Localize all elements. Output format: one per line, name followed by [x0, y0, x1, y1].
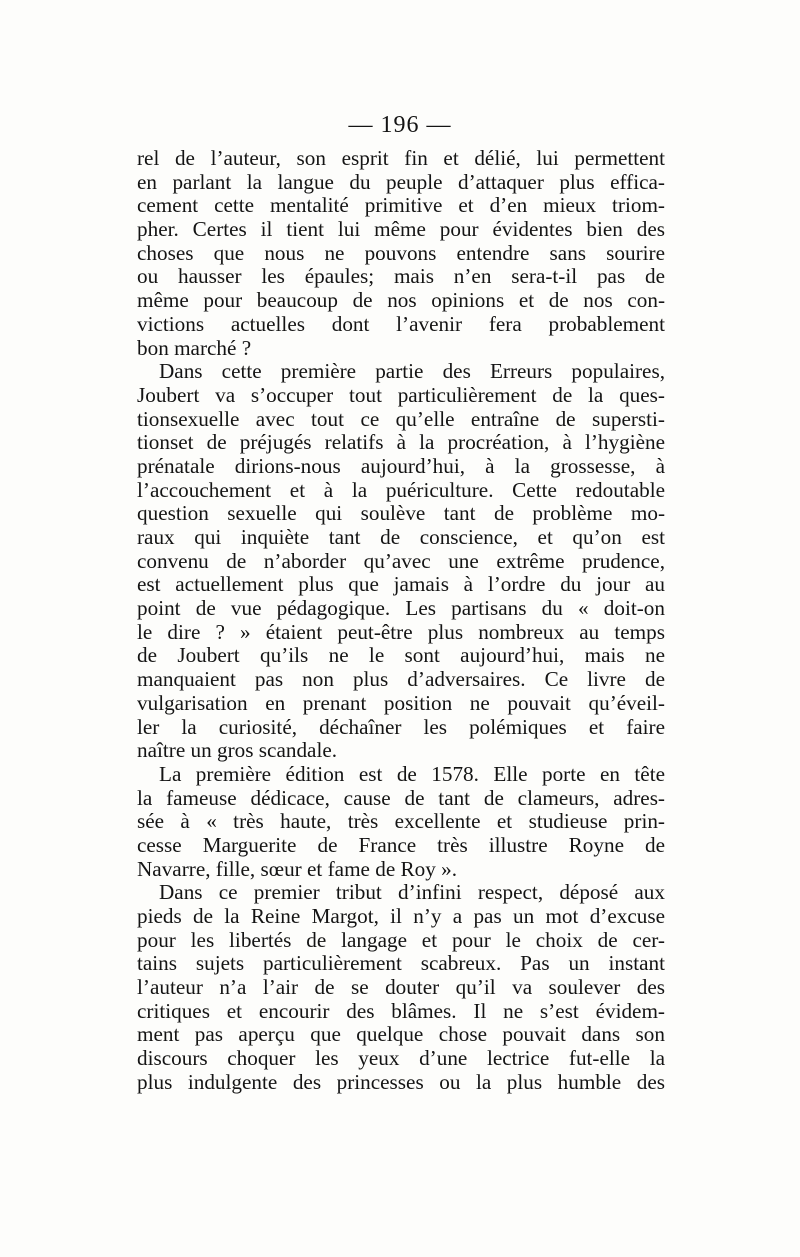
- text-line: Joubert va s’occuper tout particulièrement de la ques-: [137, 382, 665, 407]
- text-line: l’accouchement et à la puériculture. Cette redoutable: [137, 477, 665, 502]
- text-line: La première édition est de 1578. Elle porte en tête: [159, 761, 665, 786]
- text-line: tionset de préjugés relatifs à la procréation, à l’hygiène: [137, 430, 665, 455]
- text-line: Dans cette première partie des Erreurs populaires,: [159, 359, 665, 384]
- text-line: ment pas aperçu que quelque chose pouvait dans son: [137, 1022, 665, 1047]
- text-line: critiques et encourir des blâmes. Il ne s’est évidem-: [137, 998, 665, 1023]
- text-line: en parlant la langue du peuple d’attaquer plus effica-: [137, 169, 665, 194]
- text-line: le dire ? » étaient peut-être plus nombreux au temps: [137, 619, 665, 644]
- text-line: est actuellement plus que jamais à l’ordre du jour au: [137, 572, 665, 597]
- text-line: question sexuelle qui soulève tant de problème mo-: [137, 501, 665, 526]
- text-line: tionsexuelle avec tout ce qu’elle entraîne de supersti-: [137, 406, 665, 431]
- text-line: même pour beaucoup de nos opinions et de nos con-: [137, 288, 665, 313]
- text-line: prénatale dirions-nous aujourd’hui, à la grossesse, à: [137, 453, 665, 478]
- text-line: point de vue pédagogique. Les partisans du « doit-on: [137, 596, 665, 621]
- text-line: convenu de n’aborder qu’avec une extrême prudence,: [137, 548, 665, 573]
- text-line: vulgarisation en prenant position ne pouvait qu’éveil-: [137, 690, 665, 715]
- text-line: pieds de la Reine Margot, il n’y a pas un mot d’excuse: [137, 904, 665, 928]
- text-line: bon marché ?: [137, 335, 252, 360]
- text-line: cement cette mentalité primitive et d’en mieux triom-: [137, 193, 665, 218]
- body-text: [137, 147, 665, 1095]
- page-number: — 196 —: [348, 112, 452, 138]
- text-line: l’auteur n’a l’air de se douter qu’il va soulever des: [137, 975, 665, 1000]
- text-line: Dans ce premier tribut d’infini respect, déposé aux: [159, 880, 665, 905]
- text-line: rel de l’auteur, son esprit fin et délié, lui permettent: [137, 146, 665, 170]
- text-line: la fameuse dédicace, cause de tant de clameurs, adres-: [137, 785, 665, 810]
- text-line: Navarre, fille, sœur et fame de Roy ».: [137, 856, 458, 881]
- text-line: discours choquer les yeux d’une lectrice fut-elle la: [137, 1046, 665, 1071]
- text-line: naître un gros scandale.: [137, 738, 338, 763]
- text-line: plus indulgente des princesses ou la plus humble des: [137, 1069, 665, 1094]
- text-line: choses que nous ne pouvons entendre sans sourire: [137, 240, 665, 265]
- text-line: de Joubert qu’ils ne le sont aujourd’hui, mais ne: [137, 643, 665, 668]
- text-line: victions actuelles dont l’avenir fera probablement: [137, 311, 665, 336]
- text-line: ou hausser les épaules; mais n’en sera-t-il pas de: [137, 264, 665, 289]
- text-line: tains sujets particulièrement scabreux. Pas un instant: [137, 951, 665, 976]
- text-line: pher. Certes il tient lui même pour évidentes bien des: [137, 217, 665, 242]
- text-line: raux qui inquiète tant de conscience, et qu’on est: [137, 525, 665, 549]
- text-line: ler la curiosité, déchaîner les polémiques et faire: [137, 714, 665, 739]
- text-line: pour les libertés de langage et pour le choix de cer-: [137, 927, 665, 952]
- text-line: sée à « très haute, très excellente et studieuse prin-: [137, 809, 665, 834]
- text-line: cesse Marguerite de France très illustre Royne de: [137, 832, 665, 857]
- text-line: manquaient pas non plus d’adversaires. Ce livre de: [137, 667, 665, 692]
